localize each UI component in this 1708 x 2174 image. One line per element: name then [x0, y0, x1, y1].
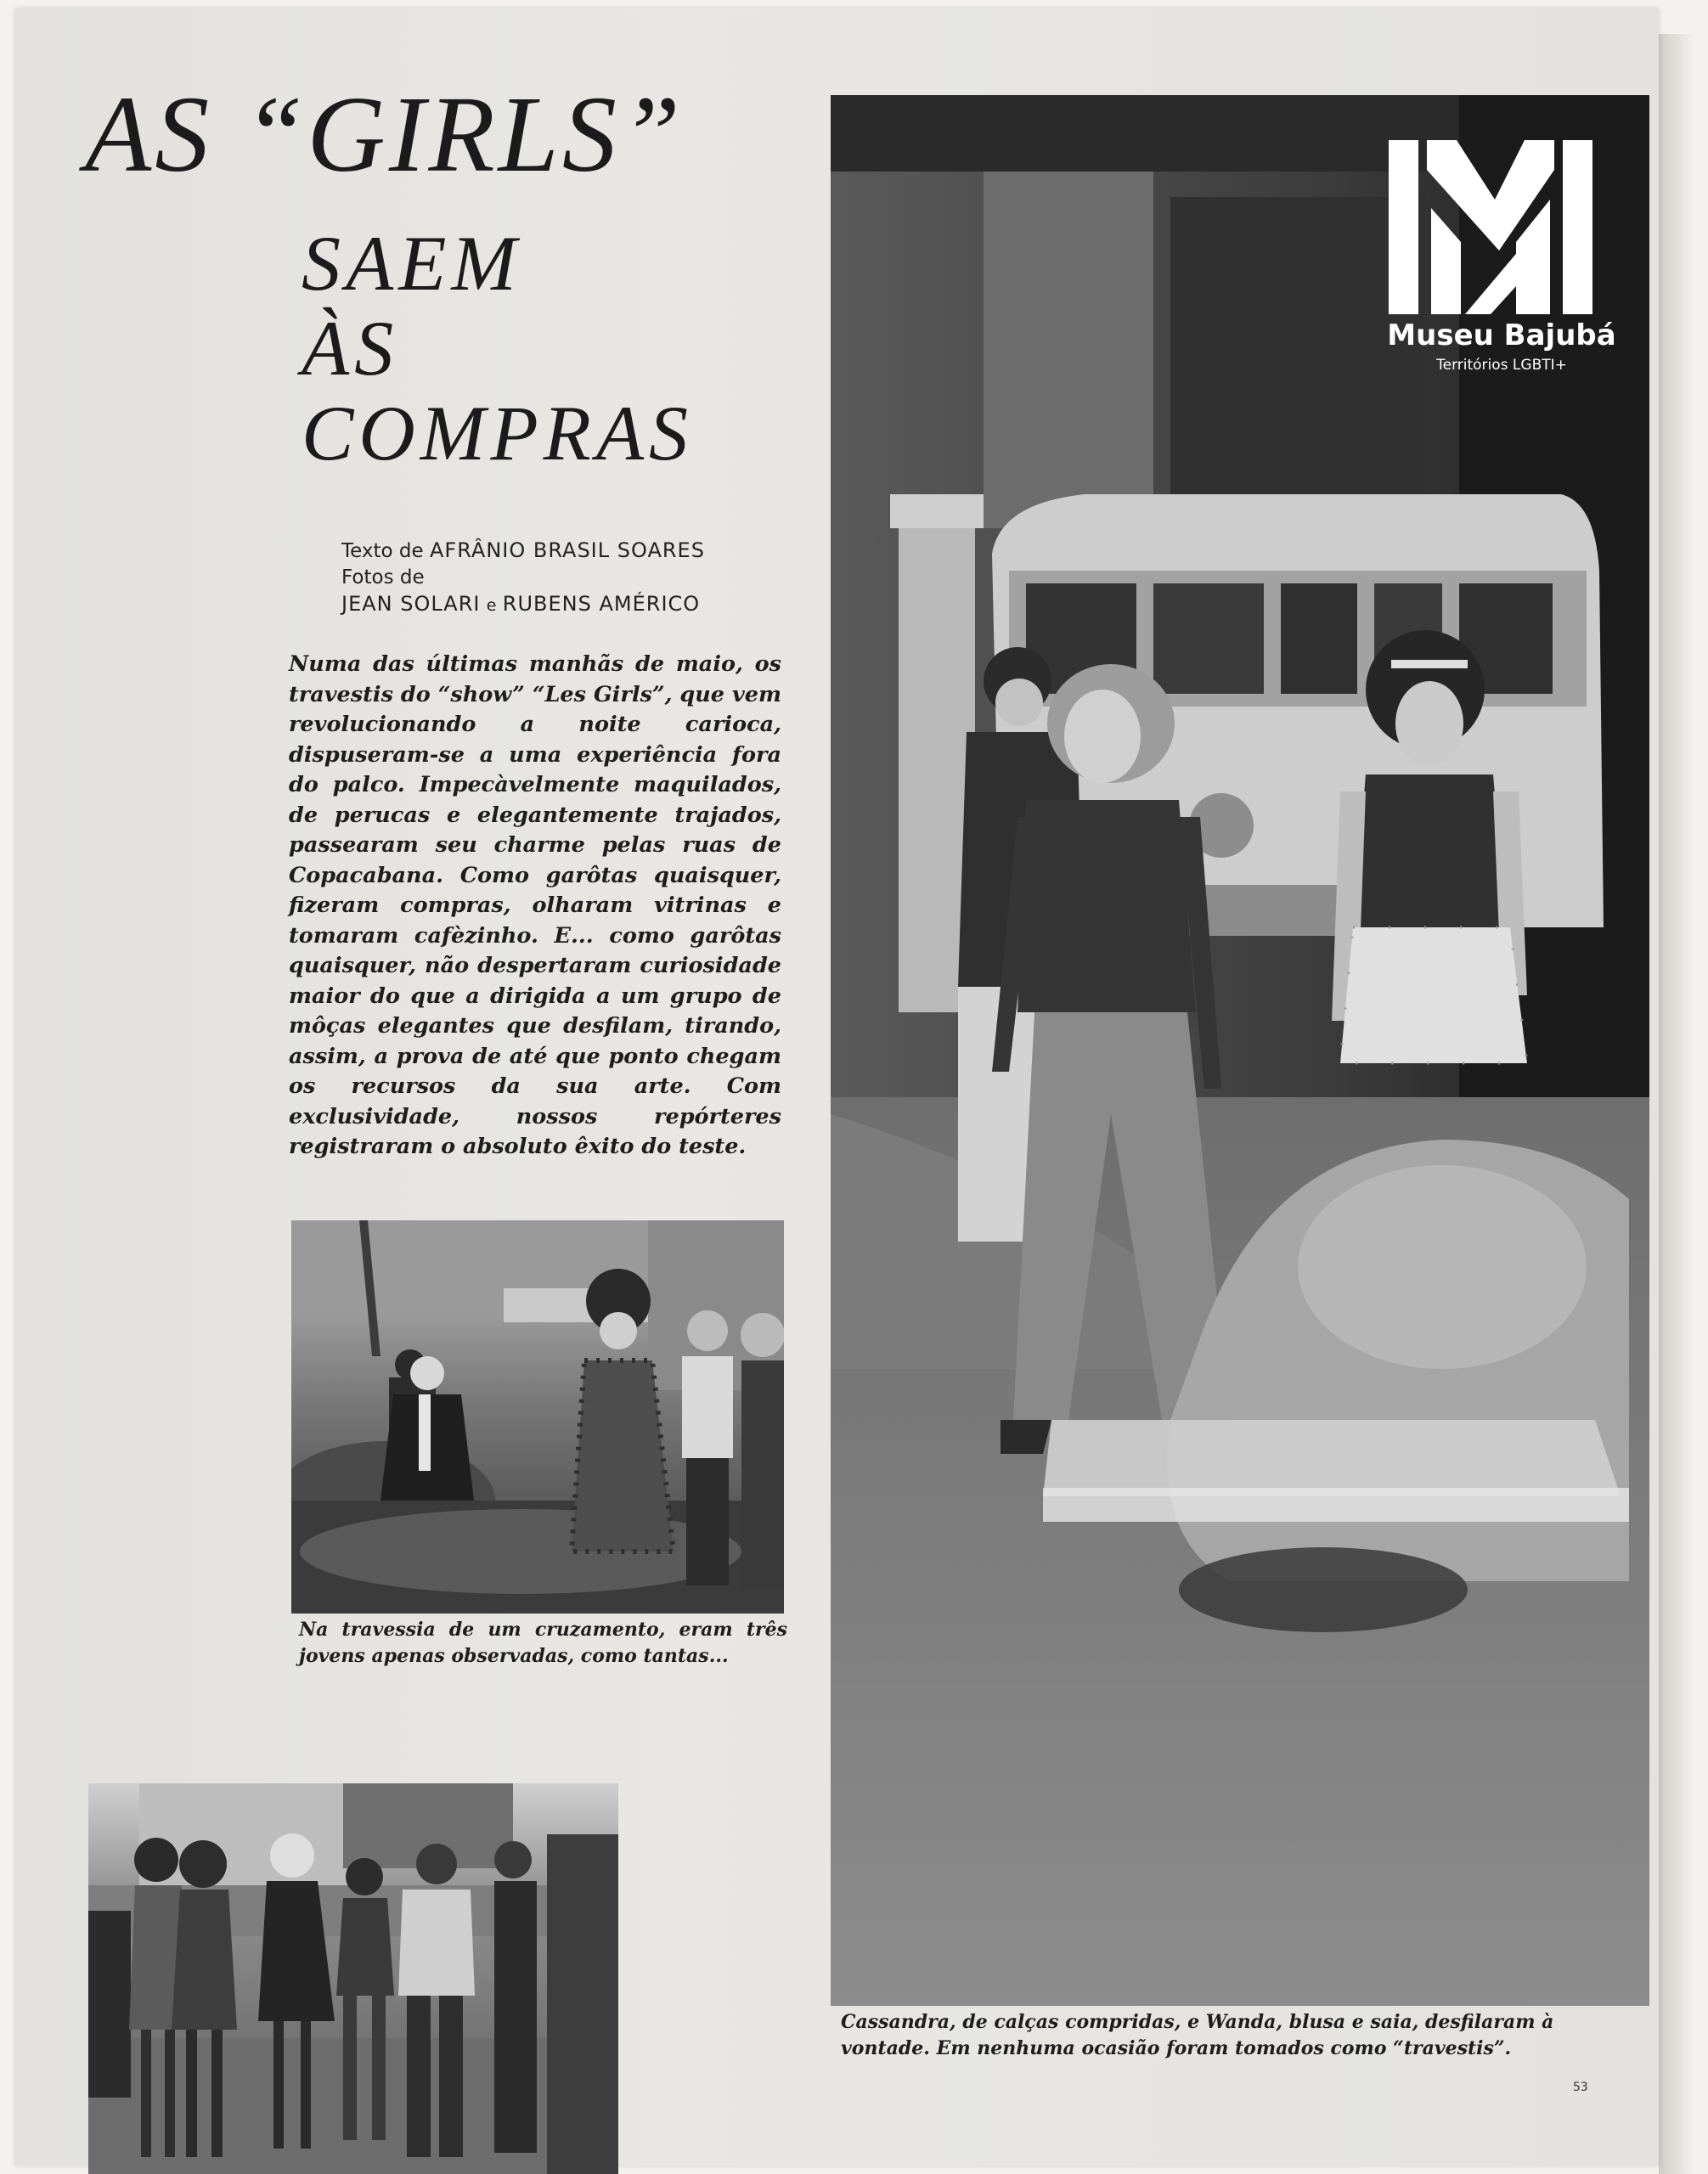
- main-street-photo: [831, 95, 1649, 2006]
- byline: [341, 538, 783, 619]
- street-crossing-photo: [291, 1220, 784, 1614]
- watermark-subtitle: Territórios LGBTI+: [1436, 357, 1567, 374]
- headline-block: [302, 221, 811, 476]
- headline-line-1: AS “GIRLS”: [85, 74, 684, 194]
- text-credit-prefix: Texto de: [341, 540, 424, 562]
- watermark-name: Museu Bajubá: [1387, 318, 1616, 352]
- headline-line-3: ÀS: [302, 305, 399, 391]
- text-credit-author: AFRÂNIO BRASIL SOARES: [429, 538, 705, 562]
- mid-photo-caption: Na travessia de um cruzamento, eram três jovens apenas observadas, como tantas...: [299, 1619, 787, 1667]
- page-number: 53: [1573, 2081, 1588, 2094]
- headline-line-4: COMPRAS: [302, 390, 694, 476]
- photo-credit-author-2: RUBENS AMÉRICO: [502, 592, 701, 616]
- photo-credit-prefix: Fotos de: [341, 566, 425, 589]
- photo-credit: [341, 591, 783, 619]
- text-credit: [341, 538, 783, 565]
- lead-paragraph: Numa das últimas manhãs de maio, os travestis do “show” “Les Girls”, que vem revolucionando a noite carioca, dispuseram-se a uma experiência fora do palco. Impecàvelmente maquilados, de perucas e elegantemente trajados, passearam seu charme pelas ruas de Copacabana. Como garôtas quaisquer, fizeram compras, olharam vitrinas e tomaram cafèzinho. E... como garôtas quaisquer, não despertaram curiosidade maior do que a dirigida a um grupo de môças elegantes que desfilam, tirando, assim, a prova de até que ponto chegam os recursos da sua arte. Com exclusividade, nossos repórteres registraram o absoluto êxito do teste.: [289, 651, 781, 1159]
- photo-credit-author-1: JEAN SOLARI: [341, 592, 481, 616]
- group-walking-photo: [88, 1783, 618, 2174]
- headline-line-2: SAEM: [302, 220, 522, 307]
- main-photo-caption: Cassandra, de calças compridas, e Wanda, blusa e saia, desfilaram à vontade. Em nenhuma ocasião foram tomados como “travestis”.: [841, 2011, 1554, 2059]
- page-edge: [1659, 34, 1693, 2174]
- photo-credit-joiner: e: [486, 596, 497, 615]
